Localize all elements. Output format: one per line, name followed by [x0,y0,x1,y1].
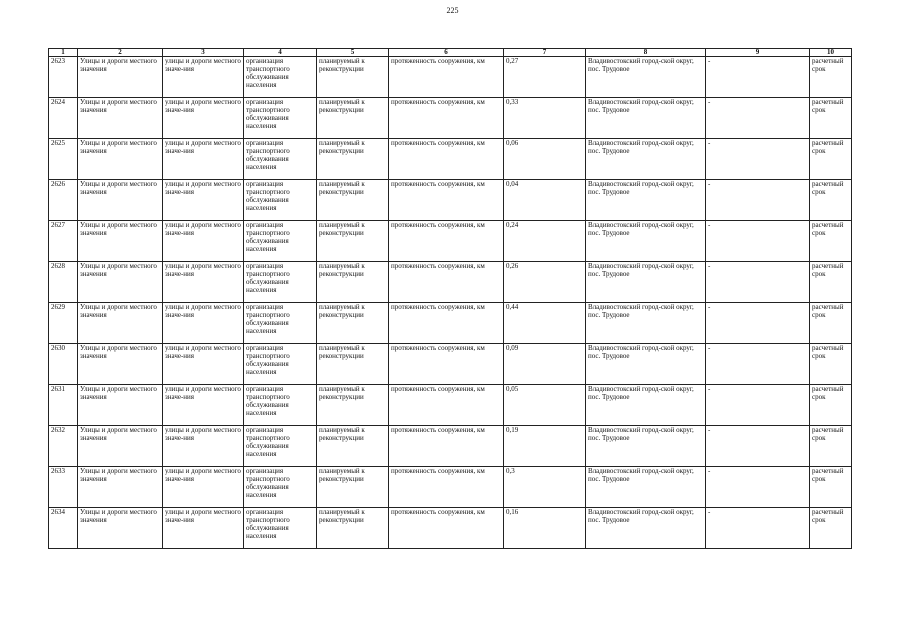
column-header-2: 2 [78,49,163,57]
cell-object-name: Улицы и дороги местного значения [78,221,163,262]
cell-purpose: организация транспортного обслуживания населения [244,180,317,221]
cell-status: планируемый к реконструкции [317,508,389,549]
cell-zone: - [706,385,810,426]
cell-status: планируемый к реконструкции [317,262,389,303]
cell-object-type: улицы и дороги местного значе-ния [163,221,244,262]
cell-purpose: организация транспортного обслуживания населения [244,139,317,180]
cell-characteristic: протяженность сооружения, км [389,57,504,98]
cell-status: планируемый к реконструкции [317,139,389,180]
cell-zone: - [706,426,810,467]
table-row [49,139,852,180]
cell-characteristic: протяженность сооружения, км [389,508,504,549]
cell-zone: - [706,57,810,98]
cell-zone: - [706,139,810,180]
cell-object-type: улицы и дороги местного значе-ния [163,139,244,180]
cell-object-type: улицы и дороги местного значе-ния [163,262,244,303]
column-header-4: 4 [244,49,317,57]
cell-object-name: Улицы и дороги местного значения [78,344,163,385]
cell-row-number: 2628 [49,262,78,303]
cell-purpose: организация транспортного обслуживания населения [244,385,317,426]
cell-row-number: 2634 [49,508,78,549]
cell-location: Владивостокский город-ской округ, пос. Трудовое [586,467,706,508]
cell-characteristic: протяженность сооружения, км [389,385,504,426]
cell-purpose: организация транспортного обслуживания населения [244,426,317,467]
cell-term: расчетный срок [810,385,852,426]
cell-location: Владивостокский город-ской округ, пос. Трудовое [586,57,706,98]
column-header-5: 5 [317,49,389,57]
table-row [49,344,852,385]
cell-purpose: организация транспортного обслуживания населения [244,344,317,385]
cell-characteristic: протяженность сооружения, км [389,426,504,467]
cell-zone: - [706,303,810,344]
cell-row-number: 2630 [49,344,78,385]
cell-status: планируемый к реконструкции [317,426,389,467]
cell-characteristic: протяженность сооружения, км [389,467,504,508]
table-row [49,467,852,508]
cell-location: Владивостокский город-ской округ, пос. Трудовое [586,180,706,221]
cell-row-number: 2633 [49,467,78,508]
cell-characteristic: протяженность сооружения, км [389,139,504,180]
cell-status: планируемый к реконструкции [317,303,389,344]
cell-object-type: улицы и дороги местного значе-ния [163,426,244,467]
cell-value: 0,44 [504,303,586,344]
header-row [49,49,852,57]
cell-row-number: 2627 [49,221,78,262]
table-row [49,98,852,139]
cell-location: Владивостокский город-ской округ, пос. Трудовое [586,262,706,303]
cell-value: 0,05 [504,385,586,426]
table-row [49,221,852,262]
cell-object-type: улицы и дороги местного значе-ния [163,508,244,549]
cell-zone: - [706,508,810,549]
cell-purpose: организация транспортного обслуживания населения [244,98,317,139]
cell-status: планируемый к реконструкции [317,57,389,98]
cell-characteristic: протяженность сооружения, км [389,98,504,139]
cell-value: 0,16 [504,508,586,549]
table-row [49,385,852,426]
cell-term: расчетный срок [810,303,852,344]
column-header-6: 6 [389,49,504,57]
cell-term: расчетный срок [810,98,852,139]
column-header-8: 8 [586,49,706,57]
cell-purpose: организация транспортного обслуживания населения [244,57,317,98]
cell-purpose: организация транспортного обслуживания населения [244,303,317,344]
cell-term: расчетный срок [810,508,852,549]
cell-term: расчетный срок [810,221,852,262]
table-body [49,57,852,549]
cell-location: Владивостокский город-ской округ, пос. Трудовое [586,426,706,467]
table-row [49,57,852,98]
cell-row-number: 2629 [49,303,78,344]
cell-value: 0,24 [504,221,586,262]
cell-status: планируемый к реконструкции [317,180,389,221]
page-number: 225 [446,6,459,15]
cell-object-name: Улицы и дороги местного значения [78,385,163,426]
column-header-10: 10 [810,49,852,57]
table-row [49,262,852,303]
cell-purpose: организация транспортного обслуживания населения [244,221,317,262]
cell-value: 0,04 [504,180,586,221]
cell-location: Владивостокский город-ской округ, пос. Трудовое [586,139,706,180]
cell-location: Владивостокский город-ской округ, пос. Трудовое [586,98,706,139]
cell-term: расчетный срок [810,426,852,467]
column-header-1: 1 [49,49,78,57]
cell-object-name: Улицы и дороги местного значения [78,57,163,98]
cell-purpose: организация транспортного обслуживания населения [244,262,317,303]
column-header-9: 9 [706,49,810,57]
cell-object-name: Улицы и дороги местного значения [78,180,163,221]
cell-object-name: Улицы и дороги местного значения [78,508,163,549]
cell-row-number: 2632 [49,426,78,467]
cell-term: расчетный срок [810,57,852,98]
cell-value: 0,19 [504,426,586,467]
cell-term: расчетный срок [810,139,852,180]
cell-location: Владивостокский город-ской округ, пос. Трудовое [586,385,706,426]
cell-row-number: 2631 [49,385,78,426]
cell-zone: - [706,467,810,508]
table-row [49,426,852,467]
cell-purpose: организация транспортного обслуживания населения [244,467,317,508]
cell-term: расчетный срок [810,467,852,508]
cell-object-name: Улицы и дороги местного значения [78,467,163,508]
cell-object-name: Улицы и дороги местного значения [78,426,163,467]
cell-characteristic: протяженность сооружения, км [389,344,504,385]
cell-row-number: 2626 [49,180,78,221]
cell-zone: - [706,344,810,385]
table-row [49,508,852,549]
cell-value: 0,27 [504,57,586,98]
cell-characteristic: протяженность сооружения, км [389,303,504,344]
cell-purpose: организация транспортного обслуживания населения [244,508,317,549]
cell-object-name: Улицы и дороги местного значения [78,98,163,139]
cell-object-type: улицы и дороги местного значе-ния [163,57,244,98]
cell-row-number: 2625 [49,139,78,180]
column-header-7: 7 [504,49,586,57]
cell-status: планируемый к реконструкции [317,98,389,139]
cell-location: Владивостокский город-ской округ, пос. Трудовое [586,508,706,549]
cell-status: планируемый к реконструкции [317,467,389,508]
cell-zone: - [706,262,810,303]
cell-characteristic: протяженность сооружения, км [389,262,504,303]
cell-object-type: улицы и дороги местного значе-ния [163,303,244,344]
cell-row-number: 2623 [49,57,78,98]
cell-object-name: Улицы и дороги местного значения [78,262,163,303]
cell-row-number: 2624 [49,98,78,139]
cell-location: Владивостокский город-ской округ, пос. Трудовое [586,344,706,385]
cell-term: расчетный срок [810,262,852,303]
cell-value: 0,3 [504,467,586,508]
cell-location: Владивостокский город-ской округ, пос. Трудовое [586,303,706,344]
column-header-3: 3 [163,49,244,57]
cell-status: планируемый к реконструкции [317,385,389,426]
data-table [48,48,852,549]
cell-location: Владивостокский город-ской округ, пос. Трудовое [586,221,706,262]
cell-status: планируемый к реконструкции [317,344,389,385]
table-row [49,180,852,221]
cell-object-name: Улицы и дороги местного значения [78,139,163,180]
cell-object-type: улицы и дороги местного значе-ния [163,180,244,221]
cell-value: 0,09 [504,344,586,385]
cell-zone: - [706,180,810,221]
cell-value: 0,06 [504,139,586,180]
cell-object-type: улицы и дороги местного значе-ния [163,344,244,385]
cell-object-type: улицы и дороги местного значе-ния [163,385,244,426]
cell-object-type: улицы и дороги местного значе-ния [163,467,244,508]
cell-zone: - [706,98,810,139]
table-row [49,303,852,344]
cell-object-type: улицы и дороги местного значе-ния [163,98,244,139]
cell-value: 0,33 [504,98,586,139]
table-header [49,49,852,57]
cell-characteristic: протяженность сооружения, км [389,180,504,221]
cell-zone: - [706,221,810,262]
cell-status: планируемый к реконструкции [317,221,389,262]
cell-term: расчетный срок [810,344,852,385]
cell-value: 0,26 [504,262,586,303]
cell-object-name: Улицы и дороги местного значения [78,303,163,344]
cell-term: расчетный срок [810,180,852,221]
cell-characteristic: протяженность сооружения, км [389,221,504,262]
